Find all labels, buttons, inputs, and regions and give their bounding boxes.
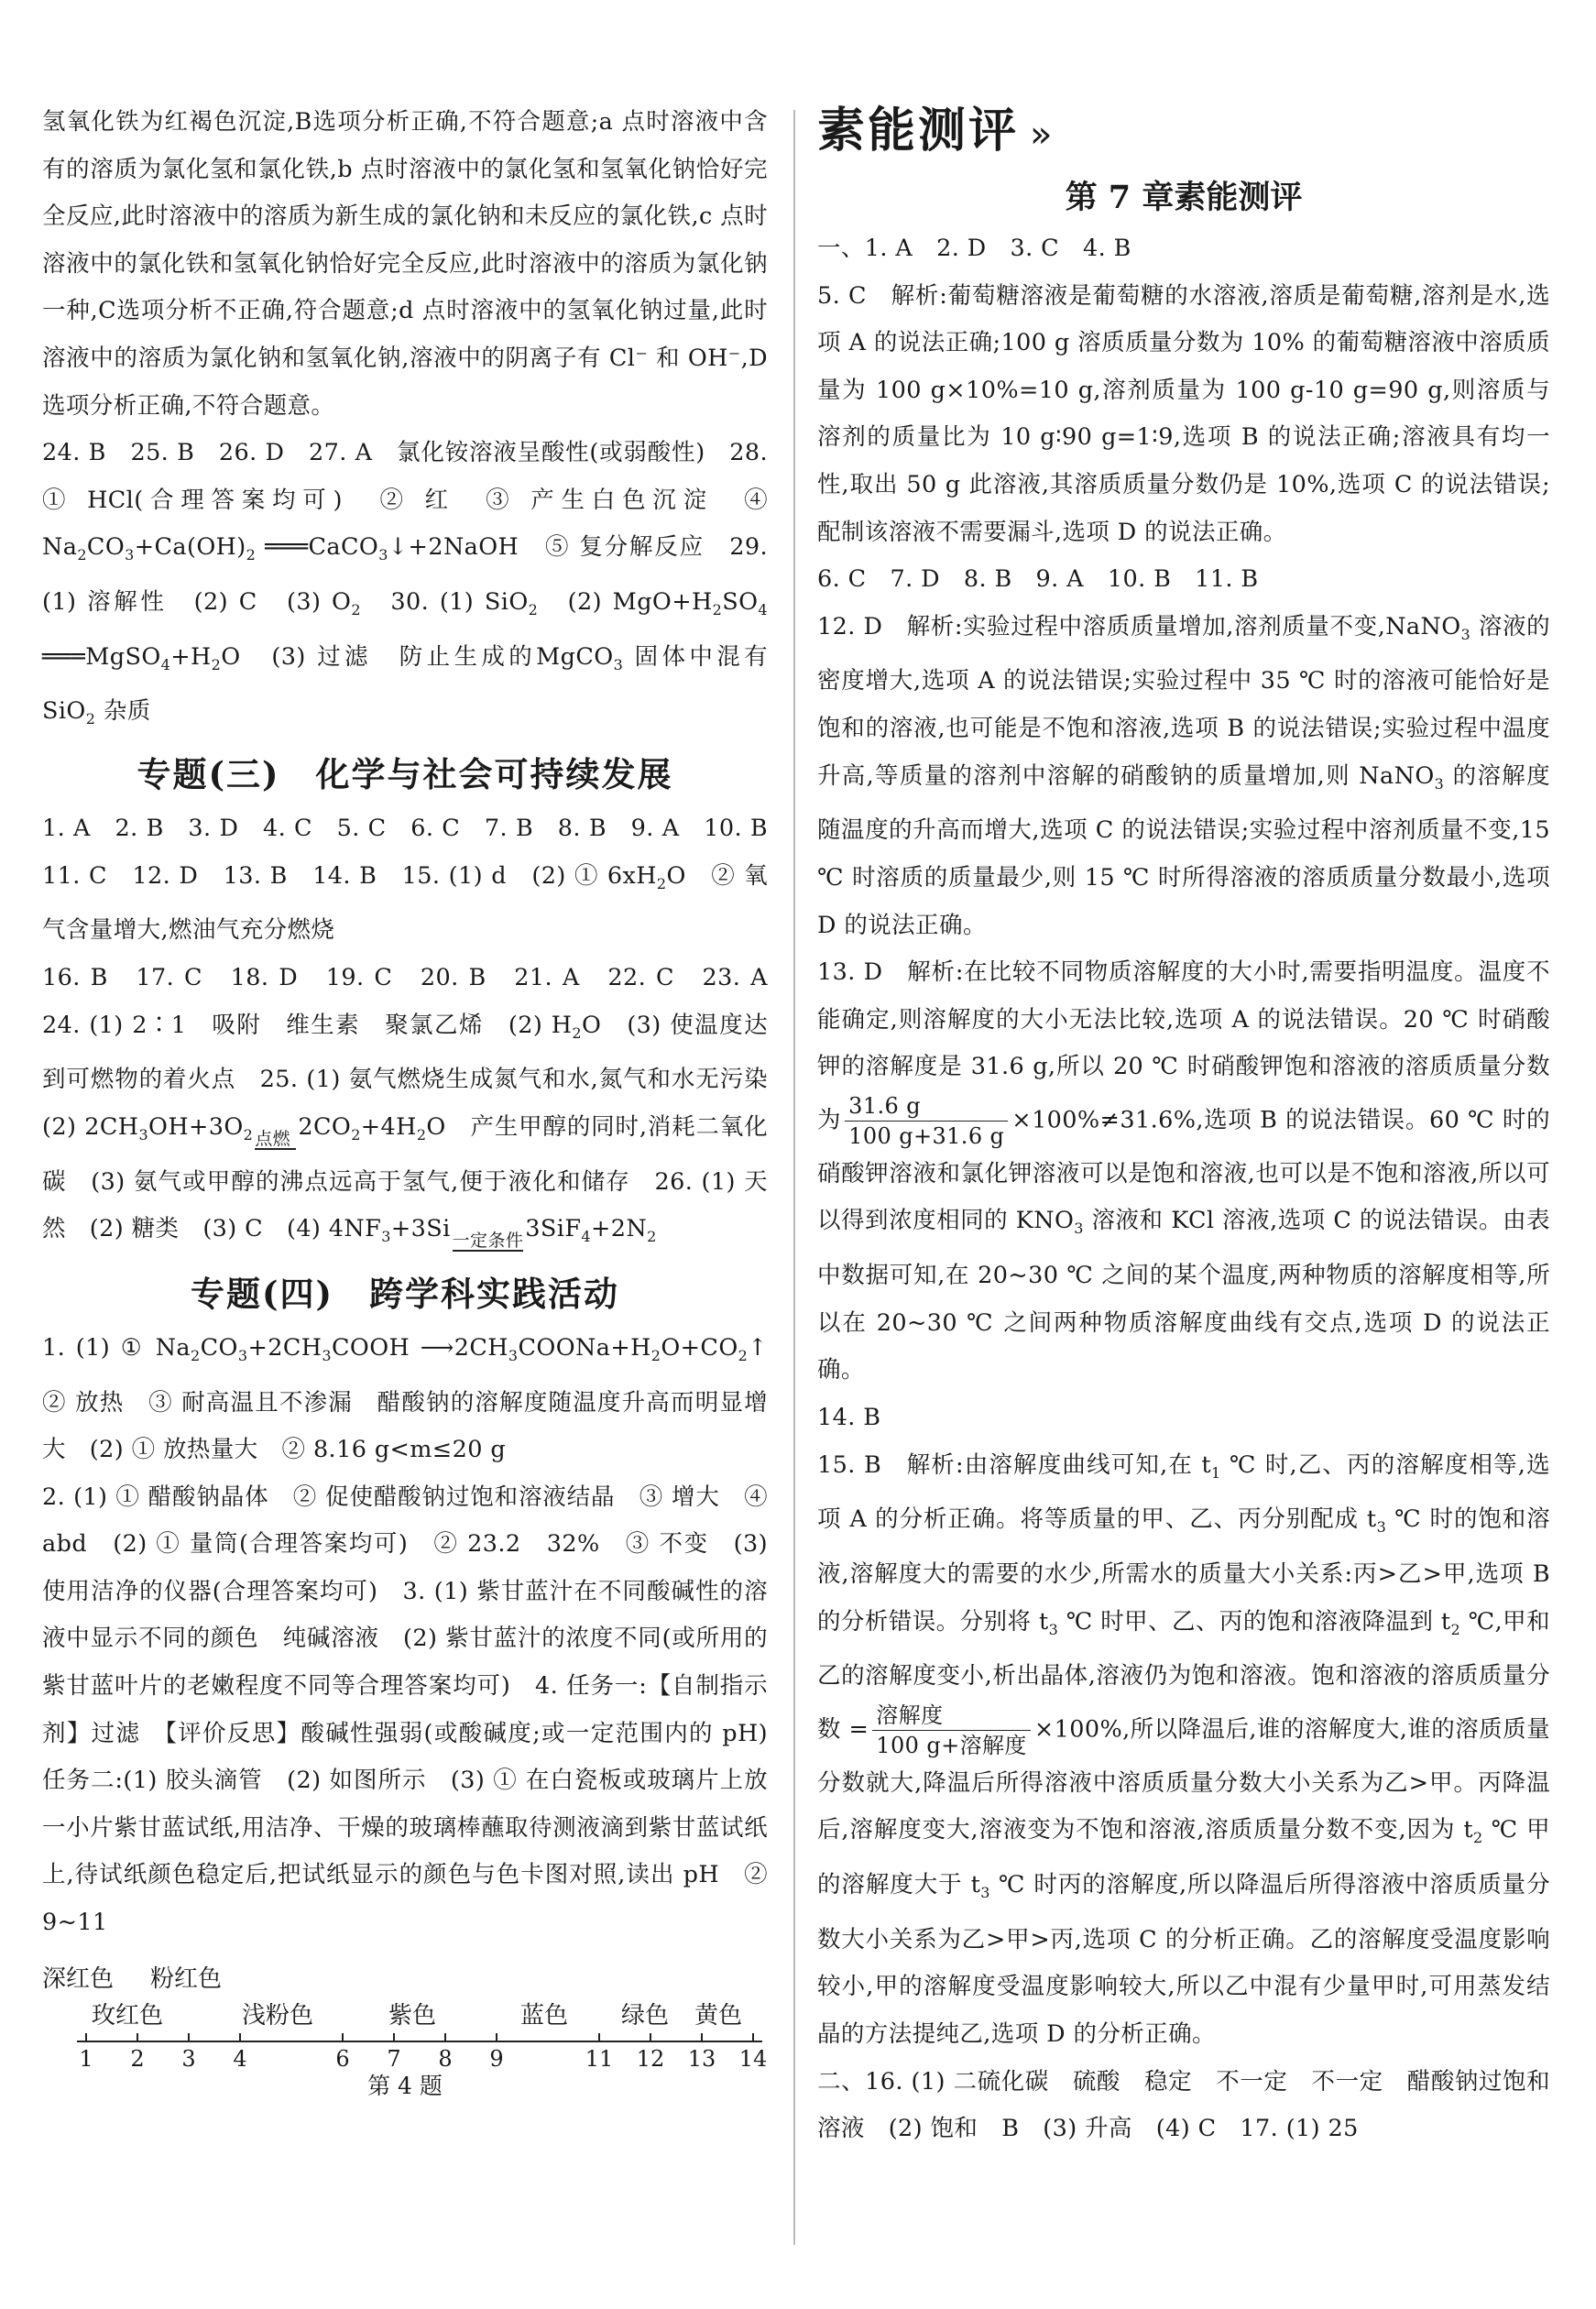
scale-tick: 6 <box>335 2045 350 2072</box>
scale-label: 玫红色 <box>92 2001 164 2030</box>
column-divider <box>793 110 795 2245</box>
answer-12: 12. D 解析:实验过程中溶质质量增加,溶剂质量不变,NaNO$_3$ 溶液的密度增大,选项 A 的说法错误;实验过程中 35 ℃ 时的溶液可能恰好是饱和的溶液,也可能是不饱和溶液,选项 B 的说法错误;实验过程中温度升高,等质量的溶剂中溶解的硝酸钠的质量增加,则 NaNO$_3$ 的溶解度随温度的升高而增大,选项 C 的说法错误;实验过程中溶剂质量不变,15 ℃ 时溶质的质量最少,则 15 ℃ 时所得溶液的溶质质量分数最小,选项 D 的说法正确。 <box>817 612 1550 939</box>
scale-label: 蓝色 <box>520 2001 569 2030</box>
answer-14: 14. B <box>817 1403 881 1431</box>
scale-label: 粉红色 <box>150 1964 223 1993</box>
answers-6-11: 6. C 7. D 8. B 9. A 10. B 11. B <box>817 565 1259 594</box>
scale-tick: 7 <box>387 2045 401 2072</box>
scale-label: 紫色 <box>388 2001 437 2030</box>
answers-topic-4-part-1: 1. (1) ① $Na_2CO_3+2CH_3COOH$ $⟶2CH_3COONa+H_2O+CO_2↑$ ② 放热 ③ 耐高温且不渗漏 醋酸钠的溶解度随温度升高而明显增大 (2) ① 放热量大 ② 8.16 g<m≤20 g <box>42 1333 792 1464</box>
answers-24-30: 24. B 25. B 26. D 27. A 氯化铵溶液呈酸性(或弱酸性) 28. ① HCl(合理答案均可) ② 红 ③ 产生白色沉淀 ④ $Na_2CO_3+Ca(OH)_2$ ═══CaCO$_3$↓+2NaOH ⑤ 复分解反应 29. (1) 溶解性 (2) C (3) $O_2$ 30. (1) SiO$_2$ (2) $MgO+H_2SO_4$ $═══MgSO_4+H_2O$ (3) 过滤 防止生成的MgCO$_3$ 固体中混有 SiO$_2$ 杂质 <box>42 439 769 728</box>
scale-tick: 14 <box>738 2045 768 2072</box>
scale-tick: 13 <box>687 2045 716 2072</box>
answer-13: 13. D 解析:在比较不同物质溶解度的大小时,需要指明温度。温度不能确定,则溶解度的大小无法比较,选项 A 的说法错误。20 ℃ 时硝酸钾的溶解度是 31.6 g,所以 20 ℃ 时硝酸钾饱和溶液的溶质质量分数为 $\frac{31.6 g}{100 g+31.6 g}$ ×100%≠31.6%,选项 B 的说法错误。60 ℃ 时的硝酸钾溶液和氯化钾溶液可以是饱和溶液,也可以是不饱和溶液,所以可以得到浓度相同的 $KNO_3$ 溶液和 KCl 溶液,选项 C 的说法错误。由表中数据可知,在 20~30 ℃ 之间的某个温度,两种物质的溶解度相等,所以在 20~30 ℃ 之间两种物质溶解度曲线有交点,选项 D 的说法正确。 <box>817 958 1550 1384</box>
answer-5: 5. C 解析:葡萄糖溶液是葡萄糖的水溶液,溶质是葡萄糖,溶剂是水,选项 A 的说法正确;100 g 溶质质量分数为 10% 的葡萄糖溶液中溶质质量为 100 g×10%=10 g,溶剂质量为 100 g-10 g=90 g,则溶质与溶剂的质量比为 10 g∶90 g=1∶9,选项 B 的说法正确;溶液具有均一性,取出 50 g 此溶液,其溶质质量分数仍是 10%,选项 C 的说法错误;配制该溶液不需要漏斗,选项 D 的说法正确。 <box>817 281 1550 546</box>
right-column <box>817 99 1550 2153</box>
scale-tick: 12 <box>636 2045 665 2072</box>
chevron-icon: » <box>1030 114 1047 156</box>
answers-1-4: 一、1. A 2. D 3. C 4. B <box>817 235 1131 262</box>
scale-tick: 11 <box>585 2045 614 2072</box>
fraction: $\frac{31.6 g}{100 g+31.6 g}$ <box>845 1091 1008 1151</box>
scale-tick: 9 <box>489 2045 504 2072</box>
section-heading-topic-3: 专题(三) 化学与社会可持续发展 <box>137 754 673 795</box>
scale-axis <box>77 2041 762 2042</box>
ph-color-scale-figure <box>42 1954 768 2074</box>
scale-label: 深红色 <box>42 1964 115 1993</box>
scale-tick: 1 <box>79 2045 93 2072</box>
reaction-condition: 点燃 <box>255 1130 296 1159</box>
scale-tick: 4 <box>233 2045 247 2072</box>
scale-tick: 3 <box>181 2045 196 2072</box>
answers-topic-3-part-2: 16. B 17. C 18. D 19. C 20. B 21. A 22. C 23. A 24. (1) 2∶1 吸附 维生素 聚氯乙烯 (2) $H_2O$ (3) 使温度达到可燃物的着火点 25. (1) 氨气燃烧生成氮气和水,氮气和水无污染 (2) $2CH_3OH+3O_2$ 点燃 $2CO_2+4H_2O$ 产生甲醇的同时,消耗二氧化碳 (3) 氨气或甲醇的沸点远高于氢气,便于液化和储存 26. (1) 天然 (2) 糖类 (3) C (4) $4NF_3+3Si$ 一定条件 $3SiF_4+2N_2$ <box>42 955 768 1261</box>
scale-tick: 2 <box>130 2045 145 2072</box>
reaction-condition: 一定条件 <box>453 1231 524 1261</box>
left-column <box>42 99 792 2101</box>
answer-15: 15. B 解析:由溶解度曲线可知,在 $t_1$ ℃ 时,乙、丙的溶解度相等,选项 A 的分析正确。将等质量的甲、乙、丙分别配成 $t_3$ ℃ 时的饱和溶液,溶解度大的需要的水少,所需水的质量大小关系:丙>乙>甲,选项 B 的分析错误。分别将 $t_3$ ℃ 时甲、乙、丙的饱和溶液降温到 $t_2$ ℃,甲和乙的溶解度变小,析出晶体,溶液仍为饱和溶液。饱和溶液的溶质质量分数 = $\frac{\text{溶解度}}{\text{100 g+溶解度}}$ ×100%,所以降温后,谁的溶解度大,谁的溶质质量分数就大,降温后所得溶液中溶质质量分数大小关系为乙>甲。丙降温后,溶解度变大,溶液变为不饱和溶液,溶质质量分数不变,因为 $t_2$ ℃ 甲的溶解度大于 $t_3$ ℃ 时丙的溶解度,所以降温后所得溶液中溶质质量分数大小关系为乙>甲>丙,选项 C 的分析正确。乙的溶解度受温度影响较小,甲的溶解度受温度影响较大,所以乙中混有少量甲时,可用蒸发结晶的方法提纯乙,选项 D 的分析正确。 <box>817 1450 1550 2048</box>
brand-heading: 素能测评 » <box>817 104 1047 159</box>
answers-topic-3-part-1: 1. A 2. B 3. D 4. C 5. C 6. C 7. B 8. B 9. A 10. B 11. C 12. D 13. B 14. B 15. (1) d (2) ① $6xH_2O$ ② 氧气含量增大,燃油气充分燃烧 <box>42 815 792 945</box>
fraction: $\frac{\text{溶解度}}{\text{100 g+溶解度}}$ <box>872 1701 1031 1760</box>
scale-label: 黄色 <box>694 2001 743 2030</box>
scale-label: 浅粉色 <box>242 2001 314 2030</box>
section-heading-topic-4: 专题(四) 跨学科实践活动 <box>190 1273 619 1314</box>
chapter-title: 第 7 章素能测评 <box>1065 179 1303 216</box>
scale-tick: 8 <box>438 2045 453 2072</box>
answers-16-17: 二、16. (1) 二硫化碳 硫酸 稳定 不一定 不一定 醋酸钠过饱和溶液 (2) 饱和 B (3) 升高 (4) C 17. (1) 25 <box>817 2067 1550 2143</box>
scale-label: 绿色 <box>621 2001 670 2030</box>
figure-caption: 第 4 题 <box>367 2072 443 2099</box>
answer-23-explanation: 氢氧化铁为红褐色沉淀,B选项分析正确,不符合题意;a 点时溶液中含有的溶质为氯化氢和氯化铁,b 点时溶液中的氯化氢和氢氧化钠恰好完全反应,此时溶液中的溶质为新生成的氯化钠和未反应的氯化铁,c 点时溶液中的氯化铁和氢氧化钠恰好完全反应,此时溶液中的溶质为氯化钠一种,C选项分析不正确,符合题意;d 点时溶液中的氢氧化钠过量,此时溶液中的溶质为氯化钠和氢氧化钠,溶液中的阴离子有 Cl⁻ 和 OH⁻,D选项分析正确,不符合题意。 <box>42 108 768 420</box>
answers-topic-4-part-2: 2. (1) ① 醋酸钠晶体 ② 促使醋酸钠过饱和溶液结晶 ③ 增大 ④ abd (2) ① 量筒(合理答案均可) ② 23.2 32% ③ 不变 (3) 使用洁净的仪器(合理答案均可) 3. (1) 紫甘蓝汁在不同酸碱性的溶液中显示不同的颜色 纯碱溶液 (2) 紫甘蓝汁的浓度不同(或所用的紫甘蓝叶片的老嫩程度不同等合理答案均可) 4. 任务一:【自制指示剂】过滤 【评价反思】酸碱性强弱(或酸碱度;或一定范围内的 pH) 任务二:(1) 胶头滴管 (2) 如图所示 (3) ① 在白瓷板或玻璃片上放一小片紫甘蓝试纸,用洁净、干燥的玻璃棒蘸取待测液滴到紫甘蓝试纸上,待试纸颜色稳定后,把试纸显示的颜色与色卡图对照,读出 pH ② 9~11 <box>42 1483 792 1937</box>
